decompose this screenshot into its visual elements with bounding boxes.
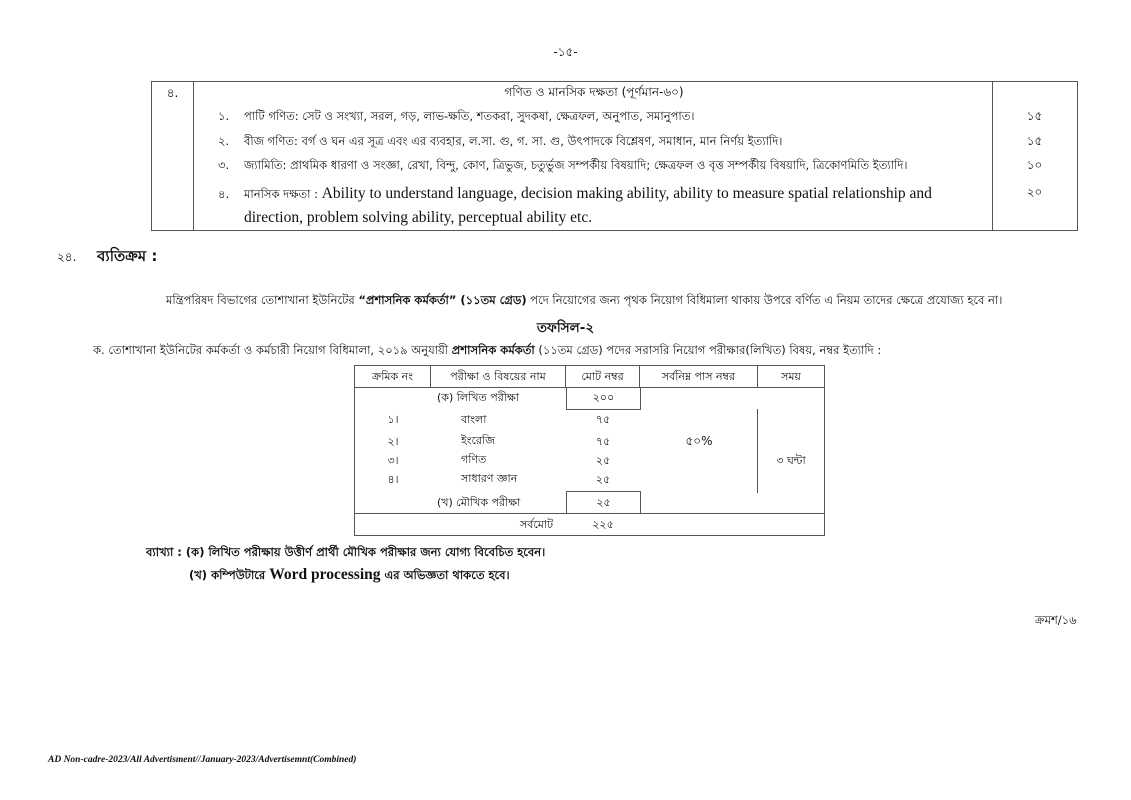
row-marks: ১৫ [1026,134,1043,148]
syllabus-serial-cell: ৪. [152,82,194,230]
note-english-text: Word processing [269,566,381,583]
header-pass-marks: সর্বনিম্ন পাস নম্বর [640,366,758,387]
header-total-marks: মোট নম্বর [566,366,640,387]
total-row-divider [355,513,824,514]
viva-exam-label: (খ) মৌখিক পরীক্ষা [437,496,521,509]
row-marks: ১০ [1026,158,1043,172]
syllabus-heading: গণিত ও মানসিক দক্ষতা (পূর্ণমান-৬০) [504,85,684,99]
intro-text: (১১তম গ্রেড) পদের সরাসরি নিয়োগ পরীক্ষার(লিখিত) বিষয়, নম্বর ইত্যাদি : [534,343,882,357]
row-text: জ্যামিতি: প্রাথমিক ধারণা ও সংজ্ঞা, রেখা, বিন্দু, কোণ, ত্রিভুজ, চতুর্ভুজ সম্পর্কীয় বিষয়াদি; ক্ষেত্রফল ও বৃত্ত সম্পর্কীয় বিষয়াদি, ত্রিকোণমিতি ইত্যাদি। [244,158,908,172]
page-number: -১৫- [553,45,578,59]
subject-name: গণিত [461,453,487,466]
section-number: ২৪. [57,250,77,264]
time-column-divider [757,409,758,493]
row-number: ২. [218,134,230,148]
subject-serial: ৪। [387,473,399,486]
row-text-continued: direction, problem solving ability, perceptual ability etc. [244,209,593,226]
written-exam-label: (ক) লিখিত পরীক্ষা [437,391,520,404]
continued-marker: ক্রমশ/১৬ [1035,613,1077,627]
row-marks: ২০ [1026,185,1043,199]
explanation-note-a: ব্যাখ্যা : (ক) লিখিত পরীক্ষায় উত্তীর্ণ প্রার্থী মৌখিক পরীক্ষার জন্য যোগ্য বিবেচিত হবেন। [146,545,546,559]
syllabus-row [218,133,782,152]
schedule-intro [93,342,881,361]
subject-name: বাংলা [461,413,487,426]
syllabus-marks-column [992,82,1077,230]
subject-marks: ২৫ [595,473,611,486]
subject-serial: ৩। [387,454,399,467]
subject-serial: ২। [387,435,399,448]
syllabus-table [151,81,1078,231]
subject-name: ইংরেজি [461,434,495,447]
exam-table-header [355,366,824,388]
subject-name: সাধারণ জ্ঞান [461,472,518,485]
pass-mark: ৫০% [685,434,713,448]
row-label: মানসিক দক্ষতা : [244,187,322,201]
syllabus-row [218,182,988,229]
viva-exam-total: ২৫ [566,491,641,514]
row-text: Ability to understand language, decision making ability, ability to measure spatial relationship and [321,185,932,202]
row-number: ১. [218,109,230,123]
paragraph-text: মন্ত্রিপরিষদ বিভাগের তোশাখানা ইউনিটের [166,293,359,307]
paragraph-text: পদে নিয়োগের জন্য পৃথক নিয়োগ বিধিমালা থাকায় উপরে বর্ণিত এ নিয়ম তাদের ক্ষেত্রে প্রযোজ্য হবে না। [526,293,1003,307]
grand-total-label: সর্বমোট [520,518,554,531]
syllabus-row [218,108,695,127]
header-serial: ক্রমিক নং [355,366,431,387]
subject-marks: ৭৫ [595,413,611,426]
intro-bold-text: প্রশাসনিক কর্মকর্তা [451,343,535,357]
row-text: পাটি গণিত: সেট ও সংখ্যা, সরল, গড়, লাভ-ক্ষতি, শতকরা, সুদকষা, ক্ষেত্রফল, অনুপাত, সমানুপাত। [244,109,695,123]
note-text: (খ) কম্পিউটারে [189,568,270,582]
header-time: সময় [781,370,801,383]
exam-duration: ৩ ঘন্টা [776,454,806,467]
schedule-title: তফসিল-২ [536,320,595,336]
note-text: এর অভিজ্ঞতা থাকতে হবে। [380,568,510,582]
intro-text: ক. তোশাখানা ইউনিটের কর্মকর্তা ও কর্মচারী নিয়োগ বিধিমালা, ২০১৯ অনুযায়ী [93,343,452,357]
written-exam-total: ২০০ [566,387,641,410]
row-number: ৩. [218,158,230,172]
subject-serial: ১। [387,413,399,426]
syllabus-row [218,157,907,176]
exception-paragraph [166,292,1002,311]
row-text: বীজ গণিত: বর্গ ও ঘন এর সূত্র এবং এর ব্যবহার, ল.সা. গু, গ. সা. গু, উৎপাদকে বিশ্লেষণ, সমাধান, মান নির্ণয় ইত্যাদি। [244,134,783,148]
explanation-note-b [189,566,510,586]
exam-table [354,365,825,536]
header-subject: পরীক্ষা ও বিষয়ের নাম [431,366,566,387]
grand-total-value: ২২৫ [592,518,614,531]
row-marks: ১৫ [1026,109,1043,123]
footer-path: AD Non-cadre-2023/All Advertisment//January-2023/Advertisemnt(Combined) [48,755,357,765]
subject-marks: ৭৫ [595,435,611,448]
section-title: ব্যতিক্রম : [97,247,158,265]
subject-marks: ২৫ [595,454,611,467]
paragraph-bold-text: “প্রশাসনিক কর্মকর্তা” (১১তম গ্রেড) [358,293,527,307]
row-number: ৪. [218,187,230,201]
